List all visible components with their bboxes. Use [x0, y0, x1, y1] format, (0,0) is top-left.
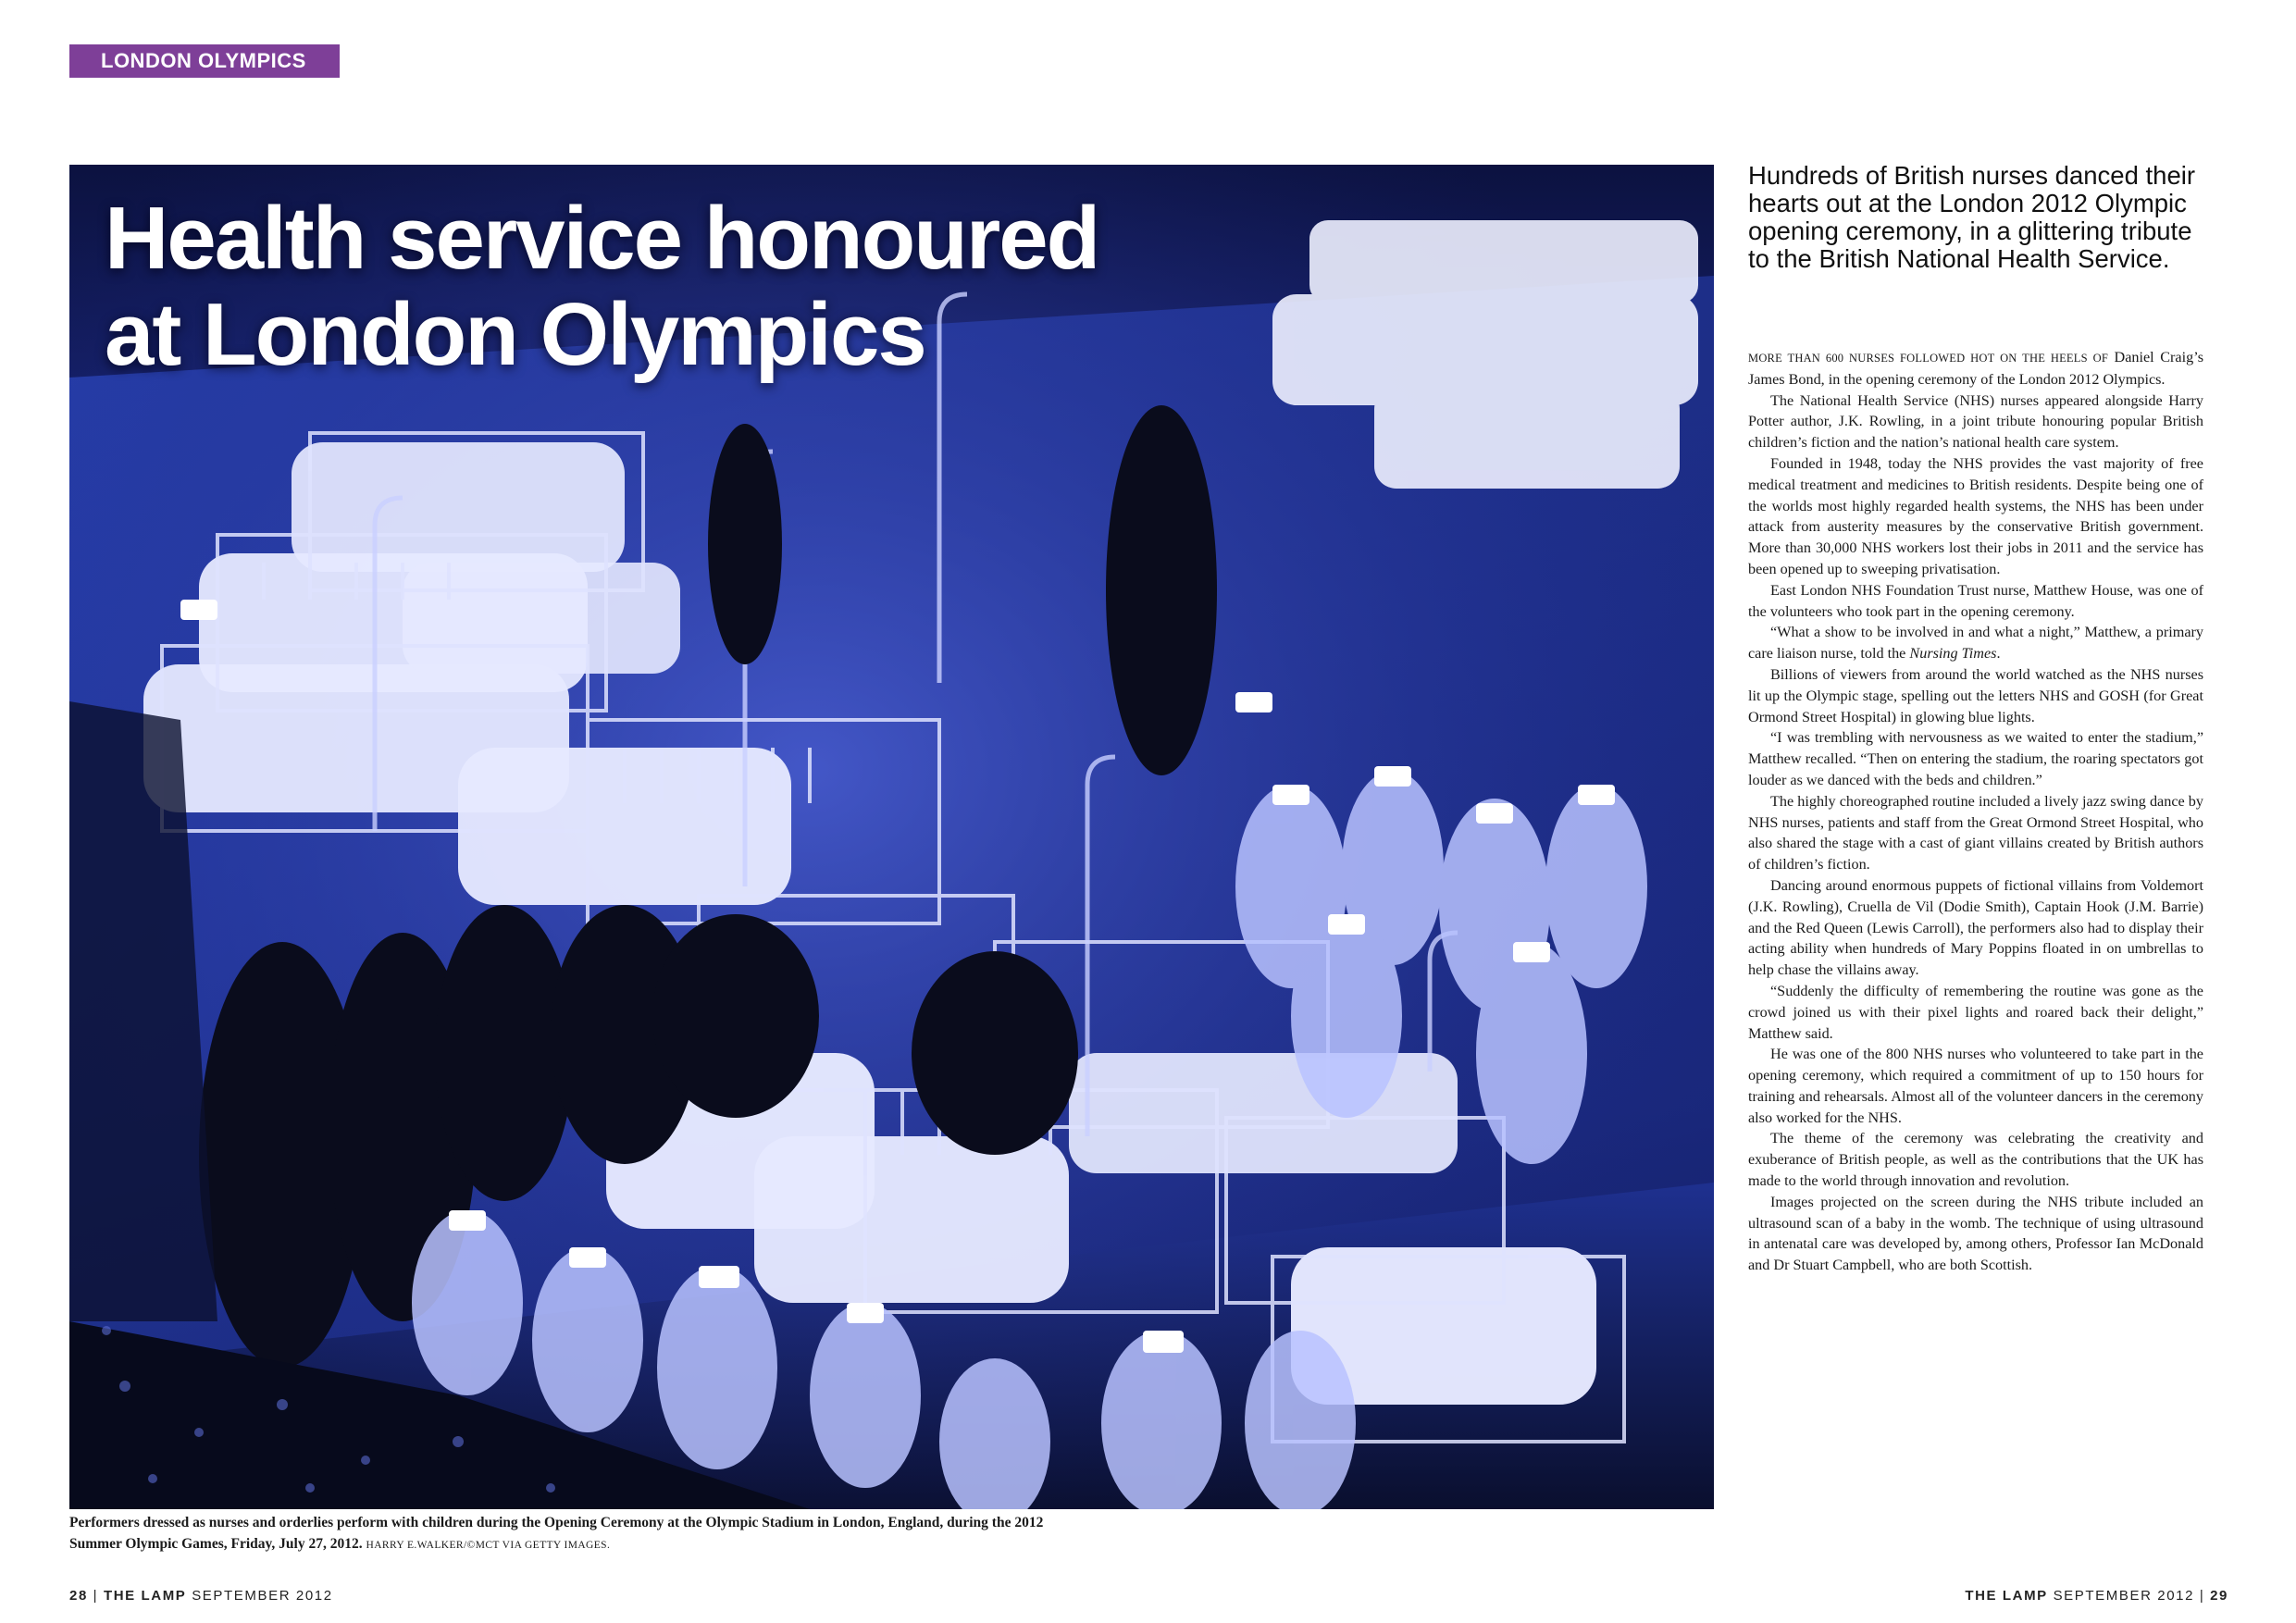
issue-date-left: SEPTEMBER 2012 — [192, 1588, 333, 1604]
page-number-right: 29 — [2210, 1588, 2228, 1604]
p5-text-b: . — [1996, 645, 2001, 663]
section-tag: LONDON OLYMPICS — [69, 44, 340, 78]
lead-rest: Daniel Craig’s James Bond, in the opening ceremony of the London 2012 Olympics. — [1748, 349, 2203, 388]
paragraph-6: Billions of viewers from around the world watched as the NHS nurses lit up the Olympic stage, spelling out the letters NHS and GOSH (for Great Ormond Street Hospital) in glowing blue lights. — [1748, 665, 2203, 725]
caption-text: Performers dressed as nurses and orderlies perform with children during the Opening Ceremony at the Olympic Stadium in London, England, during the 2012 Summer Olympic Games, Friday, July 27, 2012. — [69, 1515, 1044, 1552]
photo-credit: HARRY E.WALKER/©MCT VIA GETTY IMAGES. — [366, 1540, 611, 1551]
paragraph-1 — [1748, 347, 2203, 390]
paragraph-7: “I was trembling with nervousness as we waited to enter the stadium,” Matthew recalled. “Then on entering the stadium, the roaring spectators got louder as we danced with the beds and children.” — [1748, 729, 2203, 788]
paragraph-5 — [1748, 622, 2203, 664]
issue-date-right: SEPTEMBER 2012 — [2053, 1588, 2195, 1604]
standfirst: Hundreds of British nurses danced their hearts out at the London 2012 Olympic opening ceremony, in a glittering tribute to the British National Health Service. — [1748, 161, 2196, 273]
headline-line-1: Health service honoured — [105, 189, 1099, 288]
page-number-left: 28 — [69, 1588, 88, 1604]
folio-separator-left: | — [93, 1588, 99, 1604]
photo-caption — [69, 1512, 1078, 1556]
paragraph-13: Images projected on the screen during the NHS tribute included an ultrasound scan of a baby in the womb. The technique of using ultrasound in antenatal care was developed by, among others, Professor Ian McDonald and Dr Stuart Campbell, who are both Scottish. — [1748, 1193, 2203, 1274]
paragraph-8: The highly choreographed routine included a lively jazz swing dance by NHS nurses, patients and staff from the Great Ormond Street Hospital, who also shared the stage with a cast of giant villains created by British authors of children’s fiction. — [1748, 792, 2203, 873]
paragraph-3: Founded in 1948, today the NHS provides the vast majority of free medical treatment and medicines to British residents. Despite being one of the worlds most highly regarded health systems, the NHS has been under attack from austerity measures by the conservative British government. More than 30,000 NHS workers lost their jobs in 2011 and the service has been opened up to sweeping privatisation. — [1748, 454, 2203, 577]
paragraph-12: The theme of the ceremony was celebrating the creativity and exuberance of British people, as well as the contributions that the UK has made to the world through innovation and revolution. — [1748, 1130, 2203, 1190]
publication-name-right: THE LAMP — [1965, 1588, 2048, 1604]
paragraph-2: The National Health Service (NHS) nurses appeared alongside Harry Potter author, J.K. Rowling, in a joint tribute honouring popular British children’s fiction and the nation’s national health care system. — [1748, 391, 2203, 452]
paragraph-11: He was one of the 800 NHS nurses who volunteered to take part in the opening ceremony, which required a commitment of up to 150 hours for training and rehearsals. Almost all of the volunteer dancers in the ceremony also worked for the NHS. — [1748, 1046, 2203, 1126]
hero-photo — [69, 165, 1714, 1509]
headline — [105, 191, 1098, 383]
article-body — [1748, 347, 2203, 1276]
p5-text-a: “What a show to be involved in and what a night,” Matthew, a primary care liaison nurse, told the — [1748, 624, 2203, 663]
paragraph-4: East London NHS Foundation Trust nurse, Matthew House, was one of the volunteers who took part in the opening ceremony. — [1748, 581, 2203, 620]
paragraph-10: “Suddenly the difficulty of remembering the routine was gone as the crowd joined us with their pixel lights and roared back their delight,” Matthew said. — [1748, 982, 2203, 1042]
lead-smallcaps: MORE THAN 600 NURSES FOLLOWED HOT ON THE HEELS OF — [1748, 352, 2108, 365]
folio-separator-right: | — [2199, 1588, 2205, 1604]
paragraph-9: Dancing around enormous puppets of fictional villains from Voldemort (J.K. Rowling), Cruella de Vil (Dodie Smith), Captain Hook (J.M. Barrie) and the Red Queen (Lewis Carroll), the performers also had to display their acting ability when hundreds of Mary Poppins floated in on umbrellas to help chase the villains away. — [1748, 876, 2203, 979]
headline-line-2: at London Olympics — [105, 285, 925, 384]
p5-publication: Nursing Times — [1909, 645, 1997, 663]
folio-left — [69, 1588, 333, 1604]
folio-right — [1965, 1588, 2228, 1604]
publication-name-left: THE LAMP — [103, 1588, 187, 1604]
